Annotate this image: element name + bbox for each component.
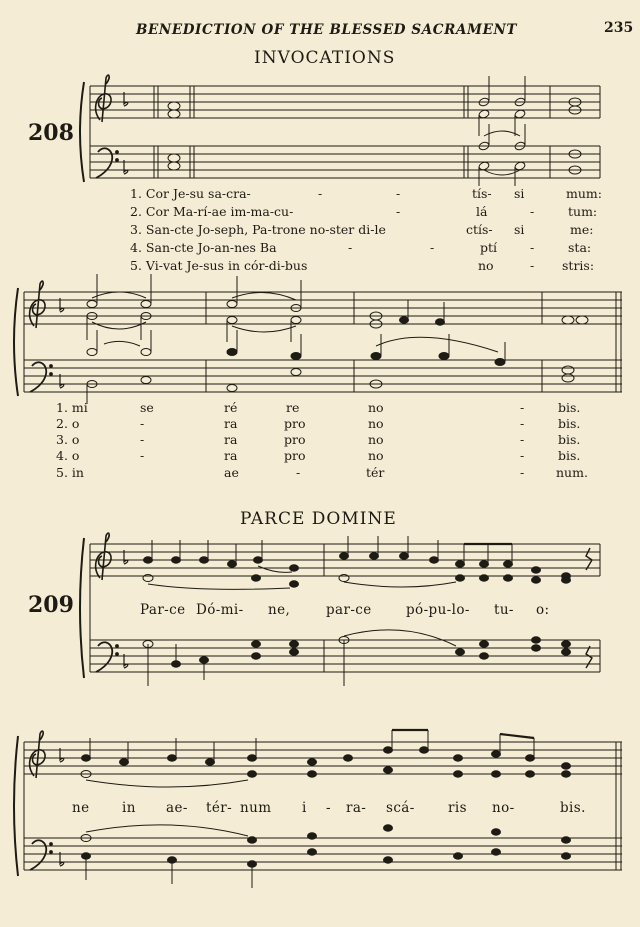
syllable: -: [326, 800, 331, 816]
syllable: num: [240, 800, 272, 816]
staff-system-3: [90, 544, 600, 672]
syllable: ae-: [166, 800, 188, 816]
verse-line: 2. Cor Ma-rí-ae im-ma-cu-: [130, 204, 294, 219]
syllable: no-: [492, 800, 515, 816]
syllable: ptí: [480, 240, 498, 255]
hyphen: -: [396, 204, 401, 219]
syllable: ris: [448, 800, 467, 816]
hyphen: -: [396, 186, 401, 201]
syllable: -: [520, 400, 525, 415]
syllable: tér-: [206, 800, 233, 816]
verse-line: 2. o: [56, 416, 80, 431]
syllable: tu-: [494, 602, 514, 618]
syllable: pro: [284, 448, 306, 463]
verse-line: 5. in: [56, 465, 84, 480]
syllable: ra: [224, 448, 238, 463]
verse-line: 1. mi: [56, 400, 88, 415]
page-number: 235: [604, 20, 634, 36]
syllable: Dó-mi-: [196, 602, 244, 618]
syllable: -: [520, 432, 525, 447]
syllable: ne: [72, 800, 90, 816]
syllable: -: [530, 240, 535, 255]
syllable: re: [286, 400, 300, 415]
syllable: sta:: [568, 240, 592, 255]
syllable: bis.: [558, 432, 581, 447]
syllable: num.: [556, 465, 588, 480]
syllable: ctís-: [466, 222, 493, 237]
hyphen: -: [318, 186, 323, 201]
syllable: stris:: [562, 258, 595, 273]
syllable: in: [122, 800, 136, 816]
verse-line: 4. o: [56, 448, 80, 463]
hyphen: -: [430, 240, 435, 255]
syllable: tís-: [472, 186, 492, 201]
syllable: ne,: [268, 602, 291, 618]
verse-line: 4. San-cte Jo-an-nes Ba: [130, 240, 277, 255]
syllable: pro: [284, 432, 306, 447]
syllable: se: [140, 400, 154, 415]
syllable: bis.: [558, 400, 581, 415]
notes-system-3: [144, 553, 571, 667]
hymn-209-title: PARCE DOMINE: [240, 509, 397, 529]
notes-system-4: [82, 747, 571, 867]
syllable: pó-pu-lo-: [406, 602, 470, 618]
syllable: tum:: [568, 204, 598, 219]
hymn-209-number: 209: [28, 592, 74, 618]
syllable: -: [296, 465, 301, 480]
syllable: -: [140, 448, 145, 463]
syllable: ra: [224, 416, 238, 431]
syllable: scá-: [386, 800, 415, 816]
syllable: no: [368, 432, 384, 447]
syllable: bis.: [558, 448, 581, 463]
syllable: no: [368, 448, 384, 463]
syllable: par-ce: [326, 602, 372, 618]
syllable: si: [514, 222, 525, 237]
staff-system-1: [90, 86, 600, 178]
hymn-208-title: INVOCATIONS: [254, 48, 396, 68]
syllable: -: [140, 416, 145, 431]
verse-line: 5. Vi-vat Je-sus in cór-di-bus: [130, 258, 308, 273]
verse-line: 3. o: [56, 432, 80, 447]
syllable: -: [520, 448, 525, 463]
syllable: pro: [284, 416, 306, 431]
syllable: lá: [476, 204, 488, 219]
syllable: -: [520, 465, 525, 480]
syllable: no: [368, 400, 384, 415]
syllable: bis.: [558, 416, 581, 431]
syllable: me:: [570, 222, 594, 237]
syllable: o:: [536, 602, 550, 618]
syllable: no: [478, 258, 494, 273]
syllable: no: [368, 416, 384, 431]
hyphen: -: [348, 240, 353, 255]
hymn-208-number: 208: [28, 120, 74, 146]
syllable: mum:: [566, 186, 602, 201]
verse-line: 3. San-cte Jo-seph, Pa-trone no-ster di-le: [130, 222, 386, 237]
page-header: BENEDICTION OF THE BLESSED SACRAMENT: [136, 22, 518, 38]
syllable: Par-ce: [140, 602, 186, 618]
syllable: -: [140, 432, 145, 447]
syllable: -: [530, 258, 535, 273]
syllable: -: [530, 204, 535, 219]
syllable: -: [520, 416, 525, 431]
syllable: ré: [224, 400, 238, 415]
syllable: tér: [366, 465, 385, 480]
syllable: ra: [224, 432, 238, 447]
syllable: ae: [224, 465, 239, 480]
verse-line: 1. Cor Je-su sa-cra-: [130, 186, 251, 201]
syllable: ra-: [346, 800, 367, 816]
syllable: si: [514, 186, 525, 201]
syllable: bis.: [560, 800, 586, 816]
syllable: i: [302, 800, 307, 816]
